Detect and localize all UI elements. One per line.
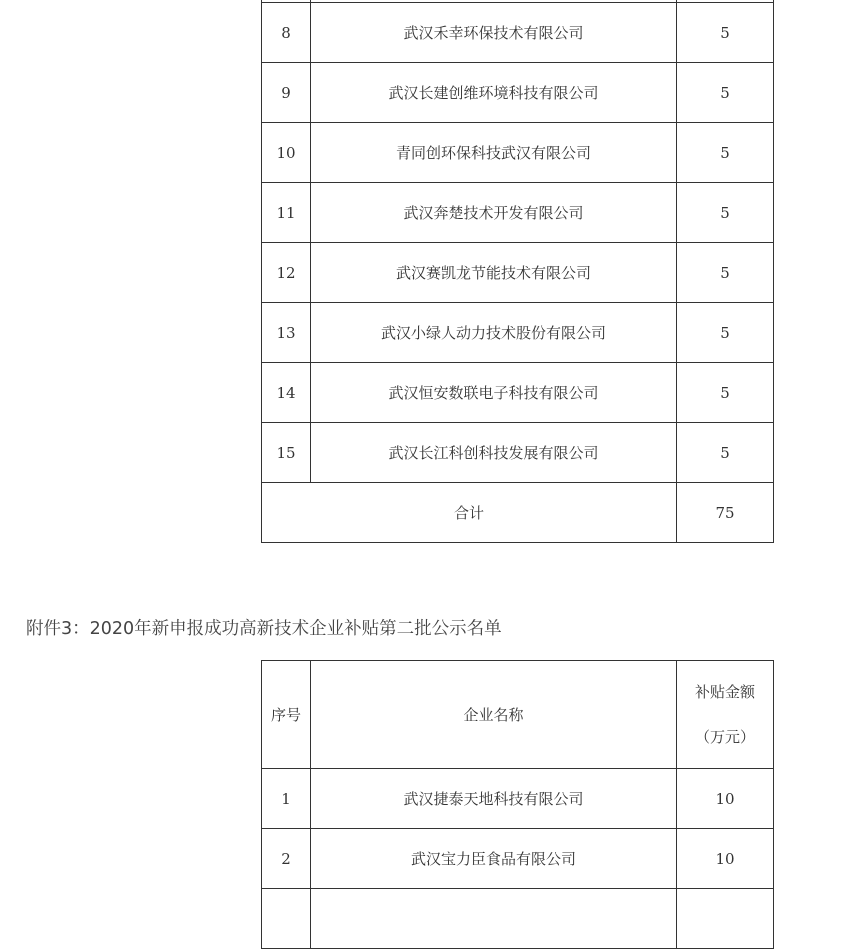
row-number <box>262 889 311 949</box>
company-name: 青同创环保科技武汉有限公司 <box>311 123 677 183</box>
subsidy-amount <box>677 889 774 949</box>
subsidy-table-attachment-3 <box>261 660 774 949</box>
company-name: 武汉长建创维环境科技有限公司 <box>311 63 677 123</box>
header-amount-unit: （万元） <box>694 727 755 746</box>
company-name: 武汉捷泰天地科技有限公司 <box>311 769 677 829</box>
subsidy-amount: 5 <box>677 183 774 243</box>
subsidy-amount: 5 <box>677 243 774 303</box>
table-row <box>262 769 774 829</box>
company-name: 武汉宝力臣食品有限公司 <box>311 829 677 889</box>
company-name: 武汉禾幸环保技术有限公司 <box>311 3 677 63</box>
subsidy-amount: 5 <box>677 123 774 183</box>
row-number: 1 <box>262 769 311 829</box>
table-row <box>262 889 774 949</box>
row-number: 15 <box>262 423 311 483</box>
table-row <box>262 123 774 183</box>
table-header-row <box>262 661 774 769</box>
row-number: 10 <box>262 123 311 183</box>
subsidy-amount: 10 <box>677 769 774 829</box>
company-name <box>311 889 677 949</box>
row-number: 11 <box>262 183 311 243</box>
table-row <box>262 829 774 889</box>
company-name: 武汉赛凯龙节能技术有限公司 <box>311 243 677 303</box>
subsidy-amount: 10 <box>677 829 774 889</box>
row-number: 13 <box>262 303 311 363</box>
table-row <box>262 243 774 303</box>
table-row <box>262 183 774 243</box>
total-value: 75 <box>677 483 774 543</box>
company-name: 武汉小绿人动力技术股份有限公司 <box>311 303 677 363</box>
subsidy-amount: 5 <box>677 3 774 63</box>
company-name: 武汉奔楚技术开发有限公司 <box>311 183 677 243</box>
header-row-number: 序号 <box>262 661 311 769</box>
header-company-name: 企业名称 <box>311 661 677 769</box>
subsidy-table-part-2 <box>261 0 774 543</box>
table-row <box>262 3 774 63</box>
company-name: 武汉恒安数联电子科技有限公司 <box>311 363 677 423</box>
table-row <box>262 303 774 363</box>
total-label: 合计 <box>262 483 677 543</box>
total-row <box>262 483 774 543</box>
subsidy-amount: 5 <box>677 423 774 483</box>
subsidy-amount: 5 <box>677 63 774 123</box>
table-row <box>262 63 774 123</box>
section-3-heading: 附件3：2020年新申报成功高新技术企业补贴第二批公示名单 <box>26 619 502 639</box>
row-number: 12 <box>262 243 311 303</box>
row-number: 9 <box>262 63 311 123</box>
table-row <box>262 363 774 423</box>
header-subsidy-amount <box>677 661 774 769</box>
table-row <box>262 423 774 483</box>
company-name: 武汉长江科创科技发展有限公司 <box>311 423 677 483</box>
row-number: 2 <box>262 829 311 889</box>
subsidy-amount: 5 <box>677 363 774 423</box>
row-number: 8 <box>262 3 311 63</box>
subsidy-amount: 5 <box>677 303 774 363</box>
row-number: 14 <box>262 363 311 423</box>
header-amount-label: 补贴金额 <box>694 683 755 701</box>
